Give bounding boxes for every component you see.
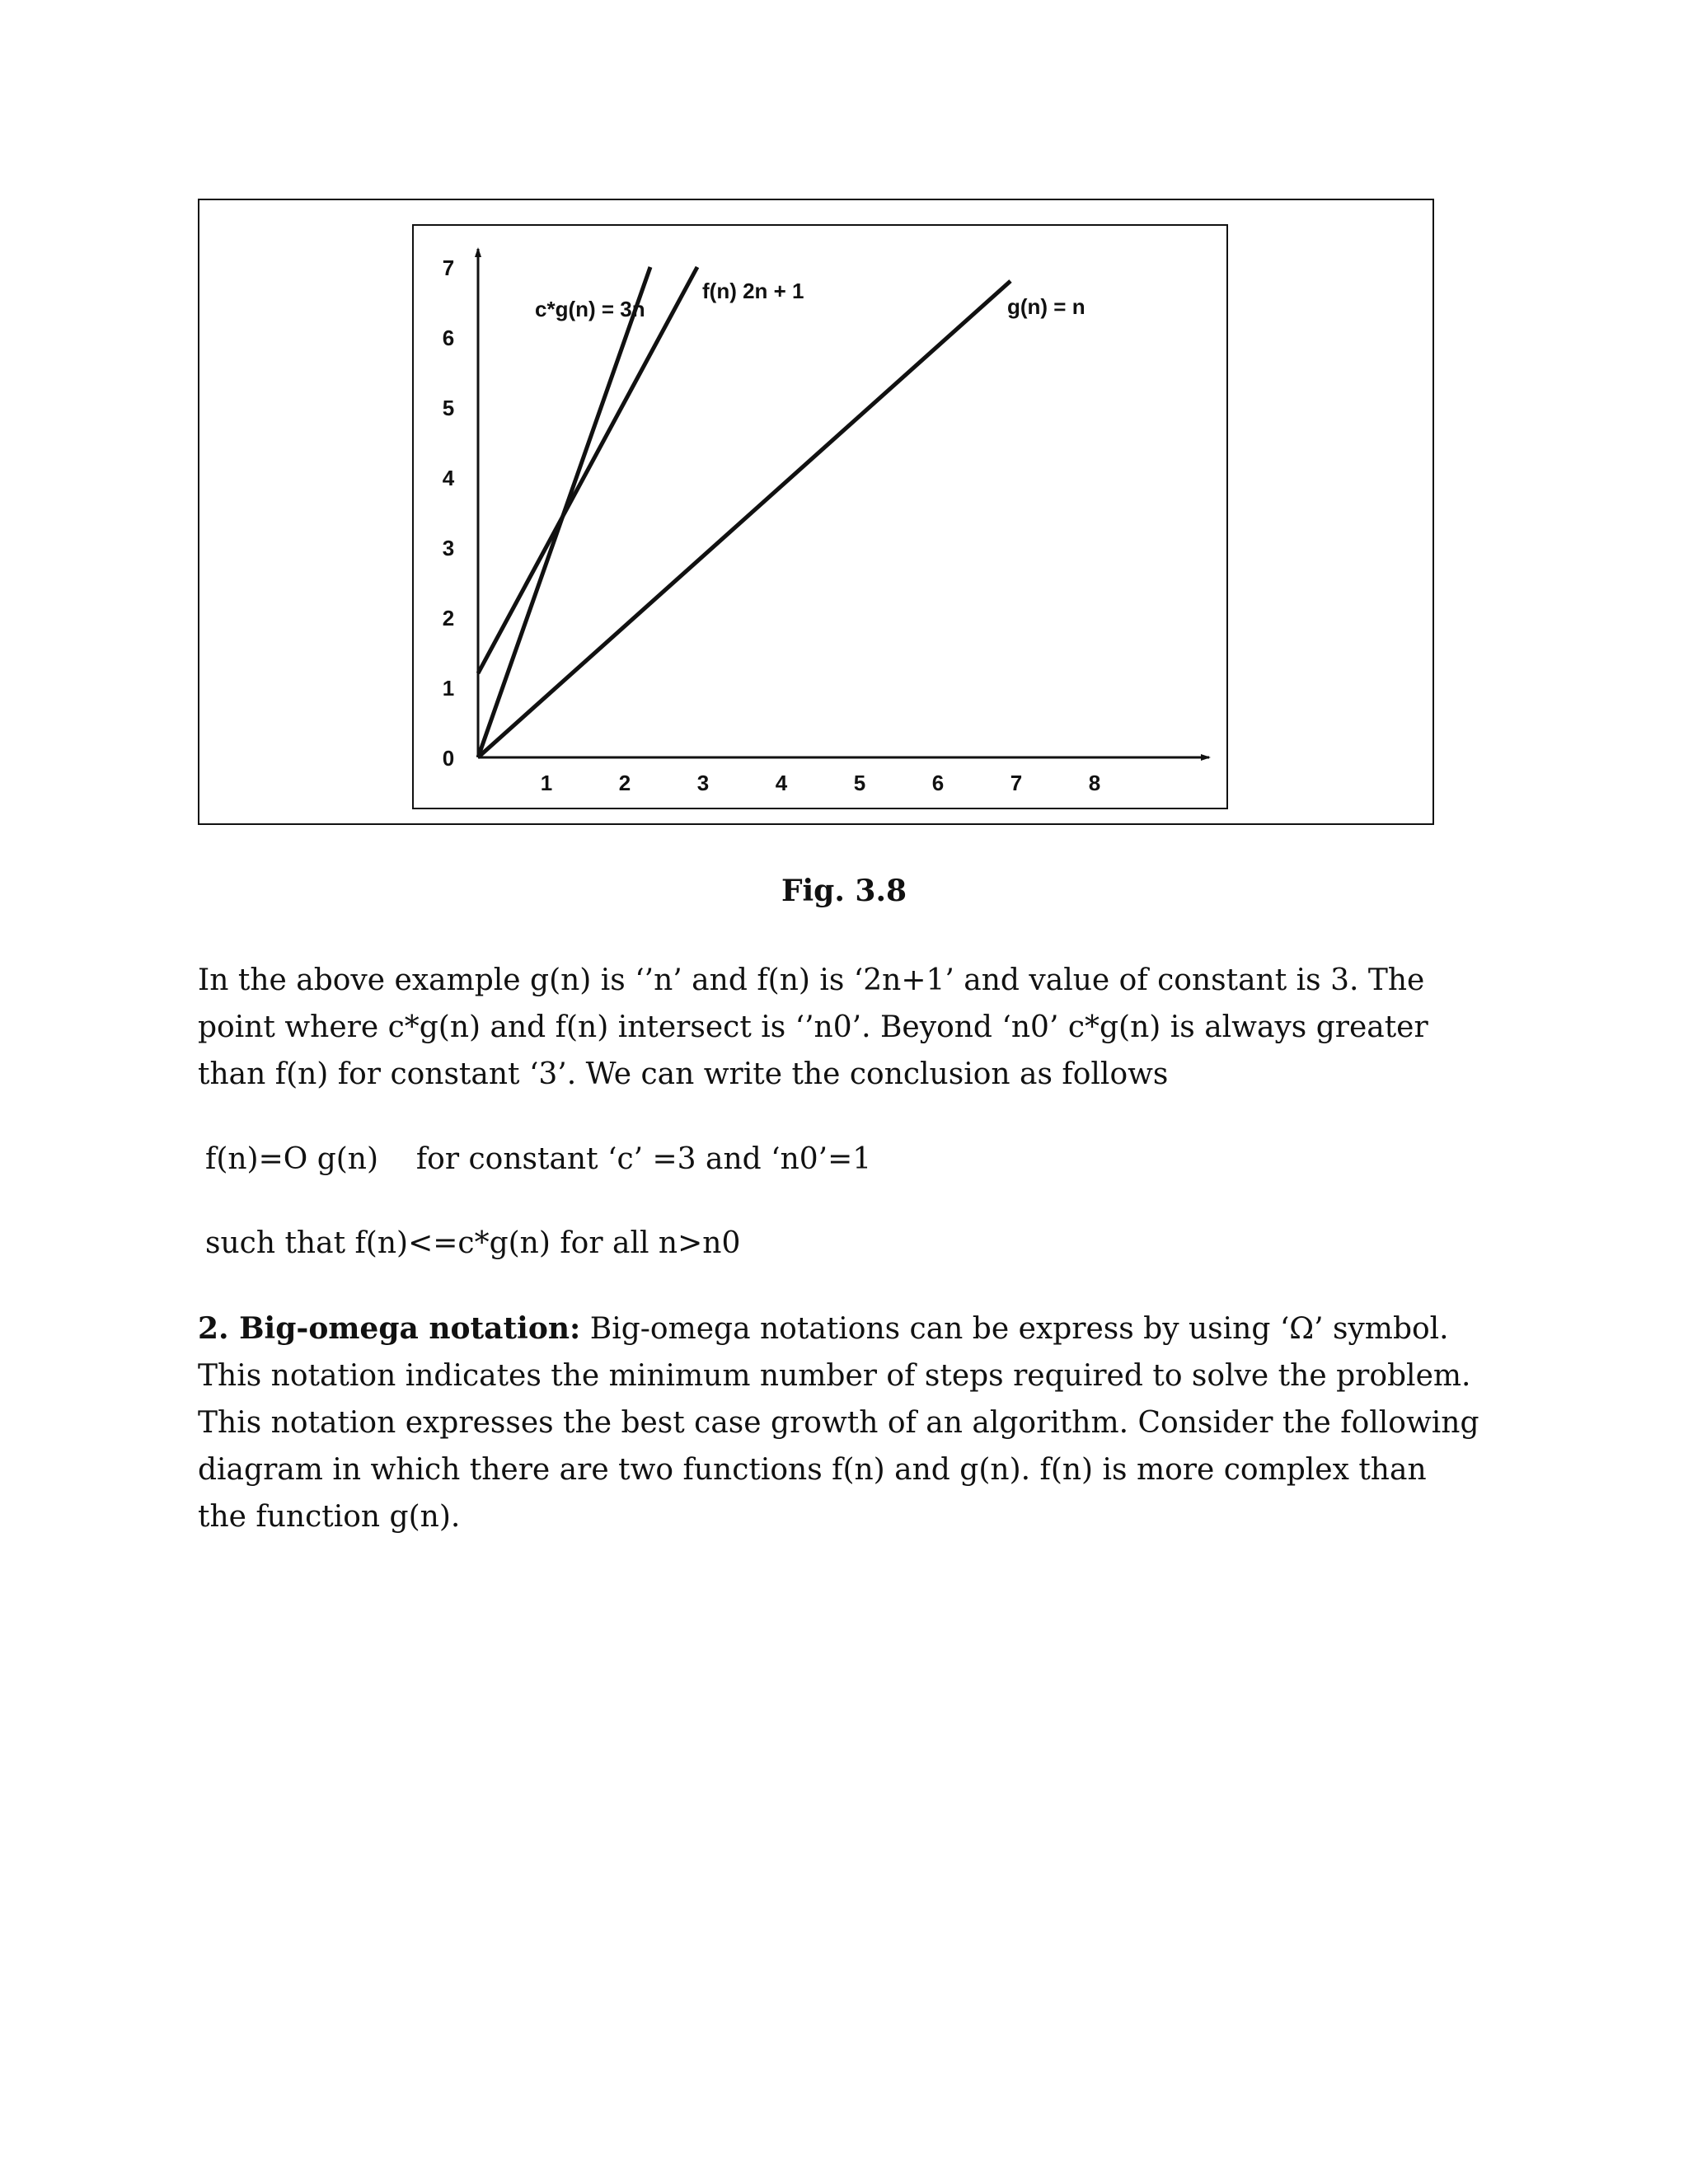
y-tick-label: 1 (442, 676, 455, 701)
series-line (478, 267, 697, 673)
x-tick-label: 2 (618, 771, 631, 795)
line-chart (414, 226, 1230, 811)
y-tick-label: 7 (442, 255, 455, 280)
y-tick-label: 3 (442, 536, 455, 560)
formula-line (205, 1136, 1491, 1183)
figure-caption: Fig. 3.8 (781, 874, 907, 908)
such-that-line: such that f(n)<=c*g(n) for all n>n0 (205, 1226, 741, 1260)
series-label: g(n) = n (1007, 294, 1085, 319)
y-tick-label: 5 (442, 396, 455, 420)
x-tick-label: 3 (696, 771, 710, 795)
y-tick-label: 0 (442, 746, 455, 771)
series-label: f(n) 2n + 1 (702, 279, 804, 303)
y-tick-label: 4 (442, 466, 455, 490)
x-tick-label: 7 (1010, 771, 1023, 795)
formula-rhs: for constant ‘c’ =3 and ‘n0’=1 (415, 1142, 872, 1176)
x-tick-label: 5 (853, 771, 866, 795)
chart-container (412, 224, 1228, 809)
y-tick-label: 6 (442, 326, 455, 350)
x-tick-label: 6 (931, 771, 945, 795)
series-line (478, 281, 1010, 757)
x-tick-label: 8 (1088, 771, 1101, 795)
x-tick-label: 4 (775, 771, 788, 795)
formula-lhs: f(n)=O g(n) (205, 1142, 379, 1176)
paragraph-example: In the above example g(n) is ‘’n’ and f(n) is ‘2n+1’ and value of constant is 3. The point where c*g(n) and f(n) intersect is ‘’n0’. Beyond ‘n0’ c*g(n) is always greater than f(n) for constant ‘3’. We can write the conclusion as follows (198, 963, 1428, 1091)
section-body: Big-omega notations can be express by using ‘Ω’ symbol. This notation indicates the minimum number of steps required to solve the problem. This notation expresses the best case growth of an algorithm. Consider the following diagram in which there are two functions f(n) and g(n). f(n) is more complex than the function g(n). (198, 1312, 1479, 1534)
series-label: c*g(n) = 3n (535, 297, 645, 321)
x-tick-label: 1 (540, 771, 553, 795)
section-heading: 2. Big-omega notation: (198, 1311, 581, 1346)
y-tick-label: 2 (442, 606, 455, 630)
paragraph-big-omega (198, 1305, 1484, 1540)
